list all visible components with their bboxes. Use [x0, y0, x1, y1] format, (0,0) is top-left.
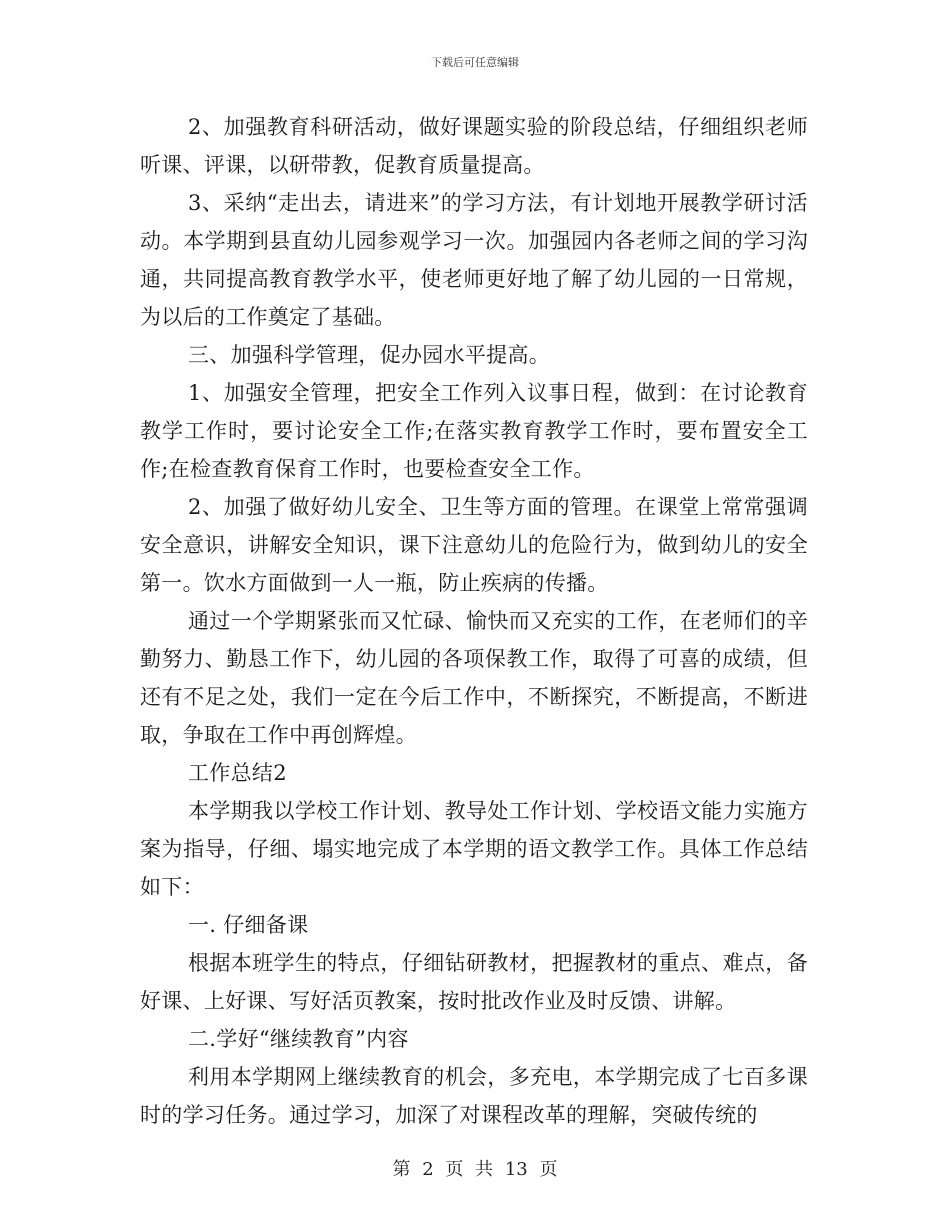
paragraph: 2、加强教育科研活动，做好课题实验的阶段总结，仔细组织老师听课、评课，以研带教，促教育质量提高。: [140, 115, 808, 177]
document-body: [140, 108, 808, 1134]
section-heading: 二.学好“继续教育”内容: [188, 1027, 409, 1051]
page-header: 下载后可任意编辑: [431, 56, 519, 69]
paragraph: 2、加强了做好幼儿安全、卫生等方面的管理。在课堂上常常强调安全意识，讲解安全知识，课下注意幼儿的危险行为，做到幼儿的安全第一。饮水方面做到一人一瓶，防止疾病的传播。: [140, 495, 808, 595]
paragraph: 3、采纳“走出去，请进来”的学习方法，有计划地开展教学研讨活动。本学期到县直幼儿园参观学习一次。加强园内各老师之间的学习沟通，共同提高教育教学水平，使老师更好地了解了幼儿园的一日常规，为以后的工作奠定了基础。: [140, 191, 808, 329]
paragraph: 利用本学期网上继续教育的机会，多充电，本学期完成了七百多课时的学习任务。通过学习，加深了对课程改革的理解，突破传统的: [140, 1065, 808, 1127]
section-heading: 三、加强科学管理，促办园水平提高。: [188, 343, 551, 367]
paragraph: 根据本班学生的特点，仔细钻研教材，把握教材的重点、难点，备好课、上好课、写好活页教案，按时批改作业及时反馈、讲解。: [140, 951, 808, 1013]
page-footer: 第 2 页 共 13 页: [392, 1159, 558, 1180]
paragraph: 1、加强安全管理，把安全工作列入议事日程，做到：在讨论教育教学工作时，要讨论安全工作;在落实教育教学工作时，要布置安全工作;在检查教育保育工作时，也要检查安全工作。: [140, 381, 808, 481]
paragraph: 本学期我以学校工作计划、教导处工作计划、学校语文能力实施方案为指导，仔细、塌实地完成了本学期的语文教学工作。具体工作总结如下：: [140, 799, 808, 899]
paragraph: 通过一个学期紧张而又忙碌、愉快而又充实的工作，在老师们的辛勤努力、勤恳工作下，幼儿园的各项保教工作，取得了可喜的成绩，但还有不足之处，我们一定在今后工作中，不断探究，不断提高，不断进取，争取在工作中再创辉煌。: [140, 609, 808, 747]
section-title: 工作总结2: [188, 761, 287, 785]
section-heading: 一. 仔细备课: [188, 913, 309, 937]
